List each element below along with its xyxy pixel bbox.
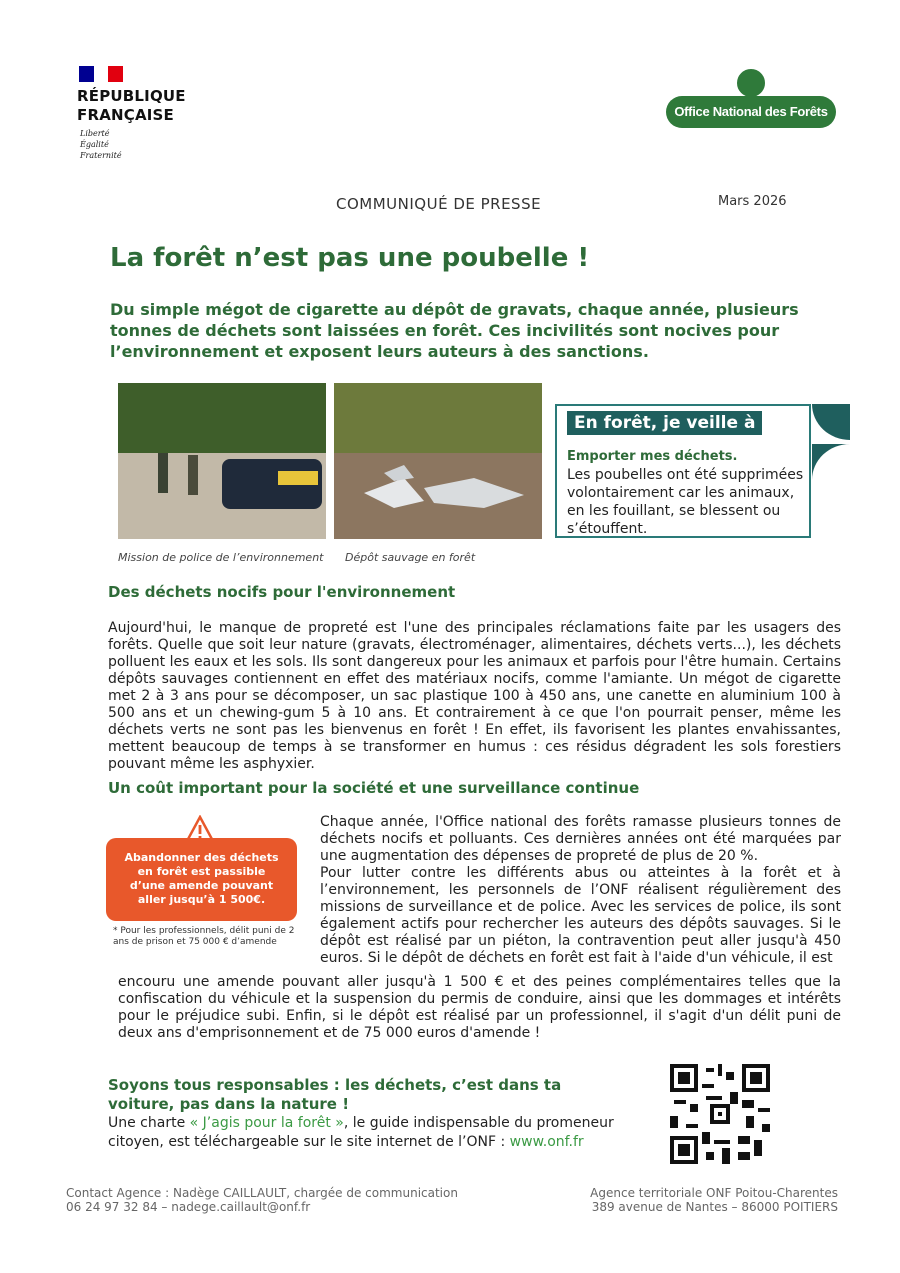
section-body-cost-p3: encouru une amende pouvant aller jusqu'à 1 500 € et des peines complémentaires telles que la confiscation du véhicule et la suspension du permis de conduire, ainsi que les dommages et intérêts pour le préjudice subi. Enfin, si le dépôt est réalisé par un professionnel, il s'agit d'un délit puni de deux ans d'emprisonnement et de 75 000 euros d'amende ! — [118, 974, 841, 1041]
section-title-harmful-waste: Des déchets nocifs pour l'environnement — [108, 583, 456, 601]
section-body-cost-part1 — [320, 814, 841, 967]
section-body-cost-p1: Chaque année, l'Office national des forêts ramasse plusieurs tonnes de déchets nocifs et polluants. Ces dernières années ont été marquées par une augmentation des dépenses de propreté de plus de 20 %. — [320, 814, 841, 864]
republic-motto: Liberté Égalité Fraternité — [80, 129, 122, 160]
onf-logo — [666, 66, 836, 130]
fine-warning-note: * Pour les professionnels, délit puni de 2 ans de prison et 75 000 € d’amende — [113, 926, 295, 947]
contact-info: Contact Agence : Nadège CAILLAULT, chargée de communication 06 24 97 32 84 – nadege.caillault@onf.fr — [66, 1186, 458, 1214]
illegal-dumping-photo — [334, 383, 542, 539]
forest-tip-title: En forêt, je veille à — [567, 411, 762, 435]
page-title: La forêt n’est pas une poubelle ! — [110, 243, 590, 273]
forest-tip-box — [555, 404, 811, 538]
agency-address: Agence territoriale ONF Poitou-Charentes 389 avenue de Nantes – 86000 POITIERS — [590, 1186, 838, 1214]
section-body-harmful-waste: Aujourd'hui, le manque de propreté est l'une des principales réclamations faite par les usagers des forêts. Quelle que soit leur nature (gravats, électroménager, alimentaires, déchets verts...), les déchets polluent les eaux et les sols. Ils sont dangereux pour les animaux et parfois pour l'être humain. Certains dépôts sauvages contiennent en effet des matériaux nocifs, comme l'amiante. Un mégot de cigarette met 2 à 3 ans pour se décomposer, un sac plastique 100 à 450 ans, une canette en aluminium 100 à 500 ans et un chewing-gum 5 à 10 ans. Et contrairement à ce que l'on pourrait penser, même les déchets verts ne sont pas les bienvenus en forêt ! En effet, ils favorisent les plantes envahissantes, mettent beaucoup de temps à se transformer en humus : ces résidus dégradent les sols forestiers pouvant même les asphyxier. — [108, 620, 841, 772]
onf-logo-text: Office National des Forêts — [666, 96, 836, 128]
forest-tip-body: Les poubelles ont été supprimées volontairement car les animaux, en les fouillant, se blessent ou s’étouffent. — [567, 467, 804, 537]
qr-code-icon[interactable] — [670, 1064, 770, 1164]
lead-paragraph: Du simple mégot de cigarette au dépôt de gravats, chaque année, plusieurs tonnes de déchets sont laissées en forêt. Ces incivilités sont nocives pour l’environnement et exposent leurs auteurs à des sanctions. — [110, 300, 799, 361]
charter-link[interactable]: « J’agis pour la forêt » — [189, 1115, 344, 1131]
republic-flag-logo — [79, 66, 123, 82]
document-type: COMMUNIQUÉ DE PRESSE — [336, 195, 542, 213]
photo-caption-1: Mission de police de l’environnement — [118, 551, 324, 564]
document-date: Mars 2026 — [718, 194, 787, 209]
decorative-leaf-icon — [812, 404, 850, 480]
police-mission-photo — [118, 383, 326, 539]
section-body-cost-p2: Pour lutter contre les différents abus ou atteintes à la forêt et à l’environnement, les personnels de l’ONF réalisent régulièrement des missions de surveillance et de police. Avec les services de police, ils sont également actifs pour rechercher les auteurs des dépôts sauvages. Si le dépôt est réalisé par un piéton, la contravention peut aller jusqu'à 450 euros. Si le dépôt de déchets en forêt est fait à l'aide d'un véhicule, il est — [320, 865, 841, 966]
tree-icon — [734, 66, 768, 100]
forest-tip-heading: Emporter mes déchets. — [567, 449, 738, 464]
photo-caption-2: Dépôt sauvage en forêt — [345, 551, 476, 564]
charter-paragraph: Une charte « J’agis pour la forêt », le guide indispensable du promeneur citoyen, est téléchargeable sur le site internet de l’ONF : www.onf.fr — [108, 1115, 614, 1150]
call-to-action: Soyons tous responsables : les déchets, c’est dans ta voiture, pas dans la nature ! — [108, 1076, 562, 1113]
section-title-cost-surveillance: Un coût important pour la société et une surveillance continue — [108, 779, 640, 797]
fine-warning-box: Abandonner des déchets en forêt est passible d’une amende pouvant aller jusqu’à 1 500€. — [106, 838, 297, 921]
republic-name: RÉPUBLIQUE FRANÇAISE — [77, 87, 186, 124]
onf-website-link[interactable]: www.onf.fr — [509, 1134, 584, 1150]
